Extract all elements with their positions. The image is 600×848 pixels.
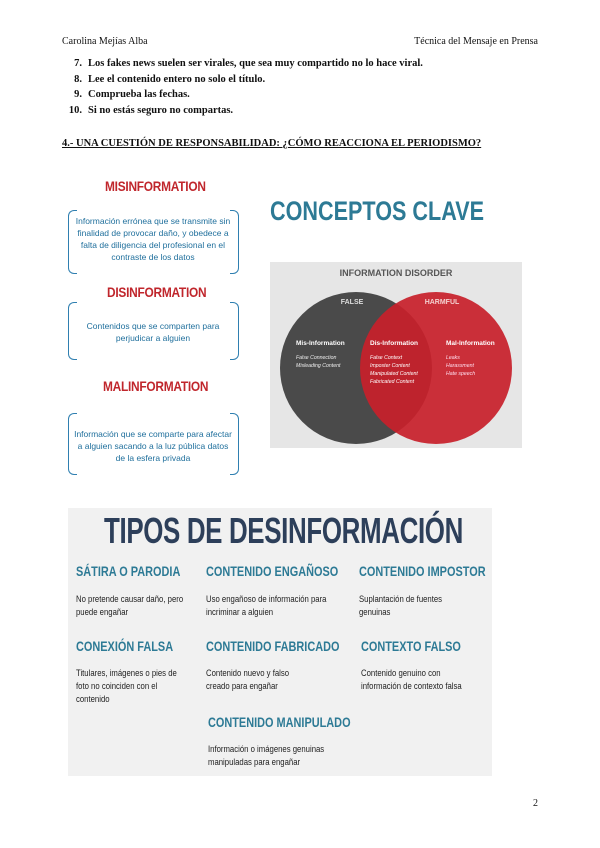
header-course: Técnica del Mensaje en Prensa <box>414 36 538 47</box>
misinformation-text: Información errónea que se transmite sin finalidad de provocar daño, y obedece a falta de diligencia del profesional en el contraste de los datos <box>75 216 231 262</box>
type-description: No pretende causar daño, pero puede engañar <box>76 594 184 617</box>
type-heading: CONTENIDO ENGAÑOSO <box>206 563 339 579</box>
type-description: Uso engañoso de información para incriminar a alguien <box>206 594 327 617</box>
disinformation-text: Contenidos que se comparten para perjudicar a alguien <box>86 321 220 343</box>
type-description: Información o imágenes genuinas manipuladas para engañar <box>208 744 325 767</box>
mis-item: Misleading Content <box>296 363 341 369</box>
section-heading: 4.- UNA CUESTIÓN DE RESPONSABILIDAD: ¿CÓMO REACCIONA EL PERIODISMO? <box>62 138 482 149</box>
type-description: Titulares, imágenes o pies de foto no coinciden con el contenido <box>76 668 177 704</box>
information-disorder-diagram <box>270 262 522 448</box>
dis-item: Fabricated Content <box>370 379 415 385</box>
dis-item: False Context <box>370 355 403 361</box>
venn-svg <box>270 262 522 448</box>
mal-item: Hate speech <box>446 371 476 377</box>
false-label: FALSE <box>340 299 364 306</box>
type-description: Suplantación de fuentes genuinas <box>359 594 443 617</box>
tips-list <box>62 56 423 118</box>
harmful-label: HARMFUL <box>424 299 460 306</box>
list-item: 7. Los fakes news suelen ser virales, que sea muy compartido no lo hace viral. <box>74 58 423 69</box>
list-item: 8. Lee el contenido entero no solo el título. <box>74 73 266 85</box>
mal-item: Harassment <box>446 363 474 369</box>
dis-item: Manipulated Content <box>370 371 418 377</box>
type-heading: CONEXIÓN FALSA <box>76 638 174 654</box>
tipos-title: TIPOS DE DESINFORMACIÓN <box>104 510 463 551</box>
dis-information-label: Dis-Information <box>370 340 419 347</box>
conceptos-clave-title: CONCEPTOS CLAVE <box>270 196 485 226</box>
malinformation-title: MALINFORMATION <box>103 378 209 394</box>
type-heading: CONTENIDO FABRICADO <box>206 638 340 654</box>
type-heading: SÁTIRA O PARODIA <box>76 563 181 579</box>
type-description: Contenido nuevo y falso creado para engañar <box>206 668 290 691</box>
type-description: Contenido genuino con información de contexto falsa <box>361 668 462 691</box>
list-item: 10. Si no estás seguro no compartas. <box>68 104 234 116</box>
page-number: 2 <box>533 798 538 809</box>
type-heading: CONTENIDO IMPOSTOR <box>359 563 486 579</box>
mis-information-label: Mis-Information <box>296 340 345 347</box>
list-item: 9. Comprueba las fechas. <box>74 89 190 100</box>
malinformation-text: Información que se comparte para afectar a alguien sacando a la luz pública datos de la esfera privada <box>74 429 232 463</box>
mal-item: Leaks <box>446 355 460 361</box>
type-heading: CONTEXTO FALSO <box>361 638 461 654</box>
type-heading: CONTENIDO MANIPULADO <box>208 714 351 730</box>
dis-item: Imposter Content <box>370 363 410 369</box>
misinformation-title: MISINFORMATION <box>105 178 206 194</box>
disinformation-title: DISINFORMATION <box>107 284 207 300</box>
header-author: Carolina Mejías Alba <box>62 36 148 47</box>
mal-information-label: Mal-Information <box>446 340 495 347</box>
mis-item: False Connection <box>296 355 337 361</box>
venn-title: INFORMATION DISORDER <box>339 268 453 278</box>
